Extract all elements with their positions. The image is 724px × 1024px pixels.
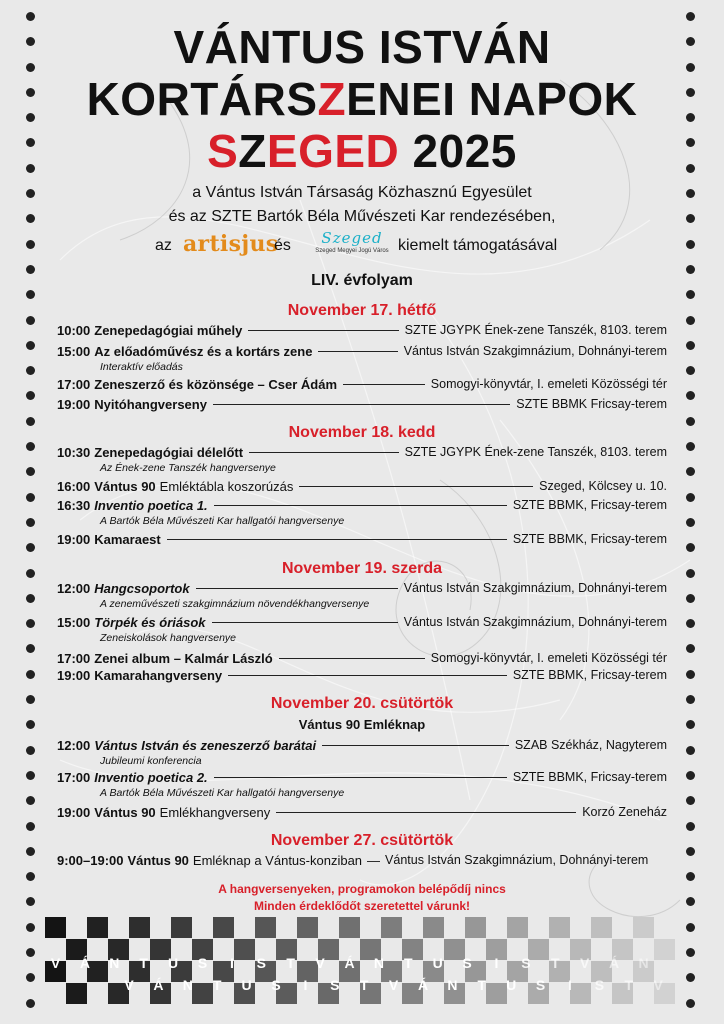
event-subtitle: A Bartók Béla Művészeti Kar hallgatói hangversenye bbox=[100, 787, 345, 799]
title-line-3: SZEGED 2025 bbox=[207, 125, 517, 177]
event-row: 19:00 Nyitóhangverseny SZTE BBMK Fricsay-terem bbox=[57, 396, 667, 412]
event-row: 12:00 Hangcsoportok Vántus István Szakgimnázium, Dohnányi-terem bbox=[57, 580, 667, 596]
artisjus-logo: artisjus bbox=[183, 231, 279, 257]
border-dot bbox=[686, 12, 695, 21]
footer-letter: S bbox=[330, 977, 340, 993]
border-dot bbox=[26, 670, 35, 679]
event-row: 10:00 Zenepedagógiai műhely SZTE JGYPK Ének-zene Tanszék, 8103. terem bbox=[57, 322, 667, 338]
footer-letter: S bbox=[535, 977, 546, 993]
border-dot bbox=[686, 948, 695, 957]
footer-letter: S bbox=[256, 955, 266, 971]
footer-letter: I bbox=[303, 977, 308, 993]
day-heading-nov18: November 18. kedd bbox=[288, 424, 436, 441]
border-dot bbox=[26, 341, 35, 350]
footer-letter: Á bbox=[417, 977, 429, 993]
title-line-2: KORTÁRSZENEI NAPOK bbox=[86, 73, 638, 125]
event-row: 17:00 Inventio poetica 2. SZTE BBMK, Fricsay-terem bbox=[57, 769, 667, 785]
checker-cell bbox=[339, 917, 360, 938]
border-dot bbox=[26, 872, 35, 881]
event-row: 12:00 Vántus István és zeneszerző barátai SZAB Székház, Nagyterem bbox=[57, 737, 667, 753]
border-dot bbox=[26, 543, 35, 552]
border-dot bbox=[686, 341, 695, 350]
szeged-logo-subtitle: Szeged Megyei Jogú Város bbox=[315, 248, 389, 254]
border-dot bbox=[686, 923, 695, 932]
footer-letter: T bbox=[551, 955, 560, 971]
event-subtitle: Zeneiskolások hangversenye bbox=[100, 632, 236, 644]
checker-cell bbox=[297, 917, 318, 938]
checker-cell bbox=[213, 917, 234, 938]
border-dot bbox=[26, 594, 35, 603]
checker-cell bbox=[549, 917, 570, 938]
checker-cell bbox=[45, 917, 66, 938]
footer-letter: S bbox=[462, 955, 472, 971]
border-dot bbox=[26, 493, 35, 502]
border-dot bbox=[26, 771, 35, 780]
sponsor-line bbox=[0, 231, 724, 261]
border-dot bbox=[686, 973, 695, 982]
day-heading-nov27: November 27. csütörtök bbox=[270, 832, 454, 849]
border-dot bbox=[686, 391, 695, 400]
day-subheading-emleknap: Vántus 90 Emléknap bbox=[298, 717, 426, 732]
event-row: 19:00 Kamarahangverseny SZTE BBMK, Fricsay-terem bbox=[57, 667, 667, 683]
border-dot bbox=[26, 999, 35, 1008]
event-row: 10:30 Zenepedagógiai délelőtt SZTE JGYPK Ének-zene Tanszék, 8103. terem bbox=[57, 444, 667, 460]
day-heading-nov20: November 20. csütörtök bbox=[270, 695, 454, 712]
footer-letter: S bbox=[594, 977, 605, 993]
border-dot bbox=[686, 518, 695, 527]
footer-letter: T bbox=[139, 955, 148, 971]
footer-letter: T bbox=[477, 977, 487, 993]
event-row: 17:00 Zenei album – Kalmár László Somogyi-könyvtár, I. emeleti Közösségi tér bbox=[57, 650, 667, 666]
border-dot bbox=[686, 644, 695, 653]
border-dot bbox=[686, 872, 695, 881]
footer-letter: N bbox=[109, 955, 120, 971]
day-heading-nov17: November 17. hétfő bbox=[287, 302, 437, 319]
footer-letter: N bbox=[182, 977, 193, 993]
footer-letter: U bbox=[432, 955, 443, 971]
footer-letter: V bbox=[580, 955, 590, 971]
notice-line-1: A hangversenyeken, programokon belépődíj nincs bbox=[218, 882, 506, 896]
checker-cell bbox=[507, 917, 528, 938]
border-dot bbox=[26, 12, 35, 21]
event-subtitle: Jubileumi konferencia bbox=[100, 755, 202, 767]
footer-letter: S bbox=[197, 955, 208, 971]
checker-cell bbox=[465, 917, 486, 938]
border-dot bbox=[26, 796, 35, 805]
es-text: és bbox=[274, 237, 291, 254]
intro-line-2: és az SZTE Bartók Béla Művészeti Kar rendezésében, bbox=[168, 208, 556, 225]
border-dot bbox=[26, 746, 35, 755]
border-dot bbox=[26, 923, 35, 932]
checker-cell bbox=[66, 983, 87, 1004]
checker-cell bbox=[633, 917, 654, 938]
az-text: az bbox=[155, 237, 172, 254]
footer-letter: Á bbox=[609, 955, 620, 971]
footer-letter: Á bbox=[344, 955, 355, 971]
szeged-logo-word: Szeged bbox=[321, 229, 383, 247]
border-dot bbox=[26, 467, 35, 476]
event-row: 16:00 Vántus 90 Emléktábla koszorúzás Szeged, Kölcsey u. 10. bbox=[57, 478, 667, 494]
footer-letter: I bbox=[229, 955, 234, 971]
border-dot bbox=[686, 822, 695, 831]
border-dot bbox=[26, 973, 35, 982]
border-dot bbox=[26, 442, 35, 451]
event-row: 15:00 Az előadóművész és a kortárs zene Vántus István Szakgimnázium, Dohnányi-terem bbox=[57, 343, 667, 359]
event-row: 9:00–19:00 Vántus 90 Emléknap a Vántus-konziban — Vántus István Szakgimnázium, Dohnányi-terem bbox=[57, 852, 649, 868]
footer-letter: T bbox=[212, 977, 222, 993]
border-dot bbox=[26, 619, 35, 628]
checker-cell bbox=[129, 917, 150, 938]
border-dot bbox=[26, 822, 35, 831]
border-dot bbox=[686, 796, 695, 805]
footer-letter: T bbox=[359, 977, 369, 993]
footer-letter: V bbox=[124, 977, 134, 993]
checker-cell bbox=[381, 917, 402, 938]
footer-letter: I bbox=[568, 977, 572, 993]
event-row: 19:00 Vántus 90 Emlékhangverseny Korzó Zeneház bbox=[57, 804, 667, 820]
border-dot bbox=[686, 543, 695, 552]
border-dot bbox=[686, 999, 695, 1008]
event-subtitle: Az Ének-zene Tanszék hangversenye bbox=[100, 462, 276, 474]
border-dot bbox=[686, 594, 695, 603]
border-dot bbox=[26, 948, 35, 957]
border-dot bbox=[26, 518, 35, 527]
volume-label: LIV. évfolyam bbox=[311, 272, 413, 289]
event-row: 16:30 Inventio poetica 1. SZTE BBMK, Fricsay-terem bbox=[57, 497, 667, 513]
footer-letter: T bbox=[286, 955, 295, 971]
footer-letter: U bbox=[506, 977, 517, 993]
notice-line-2: Minden érdeklődőt szeretettel várunk! bbox=[253, 899, 471, 913]
border-dot bbox=[686, 619, 695, 628]
border-dot bbox=[26, 290, 35, 299]
checker-cell bbox=[591, 917, 612, 938]
footer-letter: N bbox=[447, 977, 458, 993]
border-dot bbox=[686, 442, 695, 451]
checker-cell bbox=[255, 917, 276, 938]
border-dot bbox=[26, 366, 35, 375]
footer-letter: V bbox=[315, 955, 325, 971]
border-dot bbox=[686, 670, 695, 679]
border-dot bbox=[26, 644, 35, 653]
event-subtitle: A Bartók Béla Művészeti Kar hallgatói hangversenye bbox=[100, 515, 345, 527]
footer-letter: T bbox=[624, 977, 634, 993]
szeged-city-logo bbox=[312, 231, 392, 259]
checker-cell bbox=[87, 917, 108, 938]
footer-letter: Á bbox=[153, 977, 164, 993]
footer-letter: T bbox=[404, 955, 413, 971]
footer-letter: U bbox=[168, 955, 179, 971]
checker-cell bbox=[171, 917, 192, 938]
footer-letter: N bbox=[638, 955, 649, 971]
border-dot bbox=[686, 771, 695, 780]
event-row: 19:00 Kamaraest SZTE BBMK, Fricsay-terem bbox=[57, 531, 667, 547]
checker-cell bbox=[654, 939, 675, 960]
footer-letter: S bbox=[271, 977, 281, 993]
support-text: kiemelt támogatásával bbox=[398, 237, 558, 254]
event-subtitle: A zeneművészeti szakgimnázium növendékhangversenye bbox=[100, 598, 370, 610]
intro-line-1: a Vántus István Társaság Közhasznú Egyesület bbox=[192, 184, 532, 201]
event-row: 15:00 Törpék és óriások Vántus István Szakgimnázium, Dohnányi-terem bbox=[57, 614, 667, 630]
event-row: 17:00 Zeneszerző és közönsége – Cser Ádám Somogyi-könyvtár, I. emeleti Közösségi tér bbox=[57, 376, 667, 392]
checker-cell bbox=[423, 917, 444, 938]
footer-letter: V bbox=[388, 977, 399, 993]
footer-letter: Á bbox=[79, 955, 90, 971]
border-dot bbox=[26, 391, 35, 400]
event-subtitle: Interaktív előadás bbox=[100, 361, 183, 373]
footer-letter: S bbox=[521, 955, 531, 971]
footer-letter: I bbox=[494, 955, 499, 971]
day-heading-nov19: November 19. szerda bbox=[281, 560, 443, 577]
border-dot bbox=[686, 746, 695, 755]
footer-letter: V bbox=[50, 955, 61, 971]
footer-letter: V bbox=[653, 977, 663, 993]
border-dot bbox=[686, 290, 695, 299]
border-dot bbox=[686, 467, 695, 476]
title-line-1: VÁNTUS ISTVÁN bbox=[173, 21, 551, 73]
border-dot bbox=[686, 493, 695, 502]
footer-letter: N bbox=[373, 955, 384, 971]
border-dot bbox=[686, 366, 695, 375]
footer-letter: U bbox=[241, 977, 252, 993]
